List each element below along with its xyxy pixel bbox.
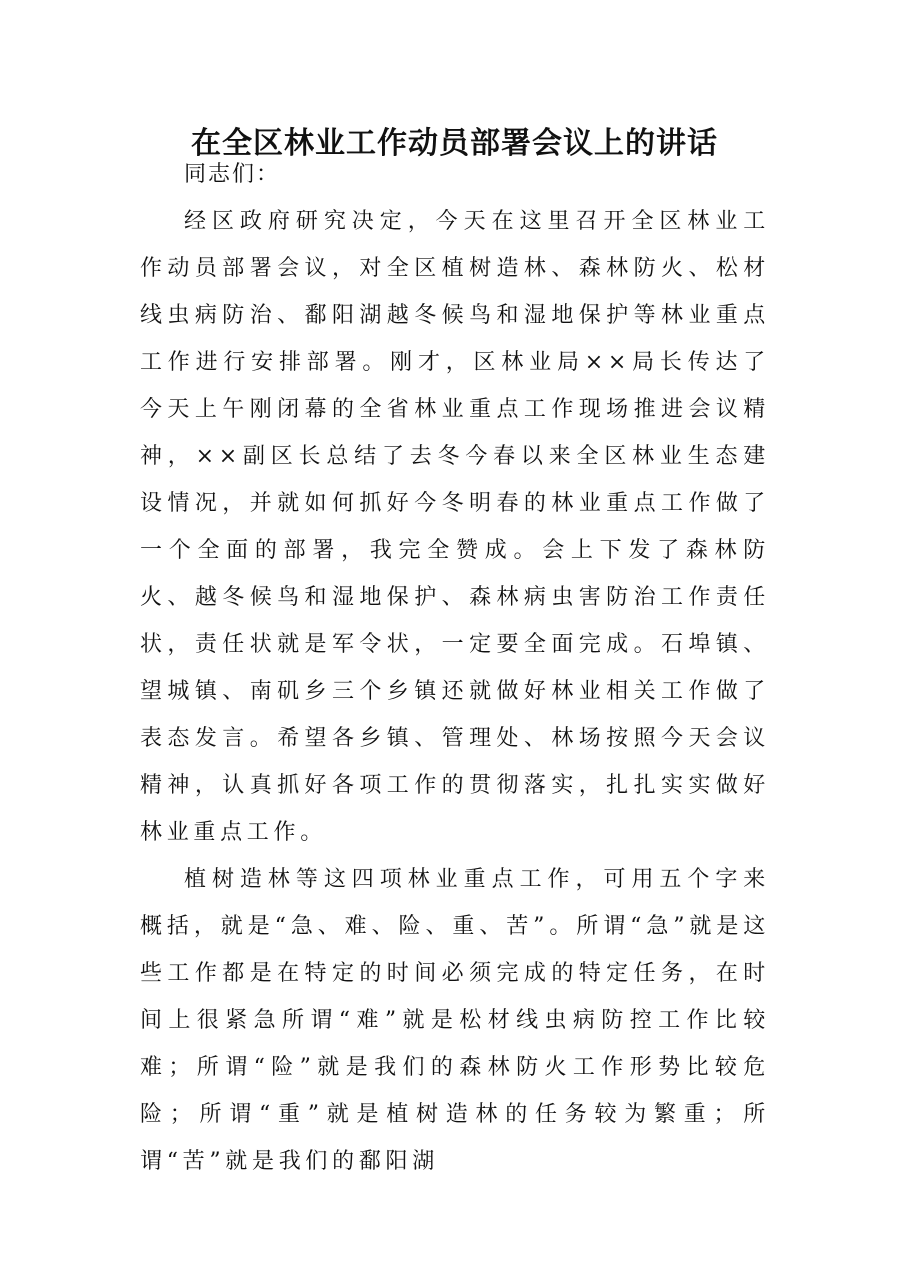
document-body [140, 151, 770, 1185]
paragraph-2: 植树造林等这四项林业重点工作，可用五个字来概括，就是“急、难、险、重、苦”。所谓“急”就是这些工作都是在特定的时间必须完成的特定任务，在时间上很紧急所谓“难”就是松材线虫病防控工作比较难；所谓“险”就是我们的森林防火工作形势比较危险；所谓“重”就是植树造林的任务较为繁重；所谓“苦”就是我们的鄱阳湖 [140, 867, 770, 1174]
greeting: 同志们： [184, 162, 281, 187]
paragraph-1: 经区政府研究决定，今天在这里召开全区林业工作动员部署会议，对全区植树造林、森林防火、松材线虫病防治、鄱阳湖越冬候鸟和湿地保护等林业重点工作进行安排部署。刚才，区林业局××局长传达了今天上午刚闭幕的全省林业重点工作现场推进会议精神，××副区长总结了去冬今春以来全区林业生态建设情况，并就如何抓好今冬明春的林业重点工作做了一个全面的部署，我完全赞成。会上下发了森林防火、越冬候鸟和湿地保护、森林病虫害防治工作责任状，责任状就是军令状，一定要全面完成。石埠镇、望城镇、南矶乡三个乡镇还就做好林业相关工作做了表态发言。希望各乡镇、管理处、林场按照今天会议精神，认真抓好各项工作的贯彻落实，扎扎实实做好林业重点工作。 [140, 209, 770, 845]
document-title: 在全区林业工作动员部署会议上的讲话 [191, 126, 718, 161]
